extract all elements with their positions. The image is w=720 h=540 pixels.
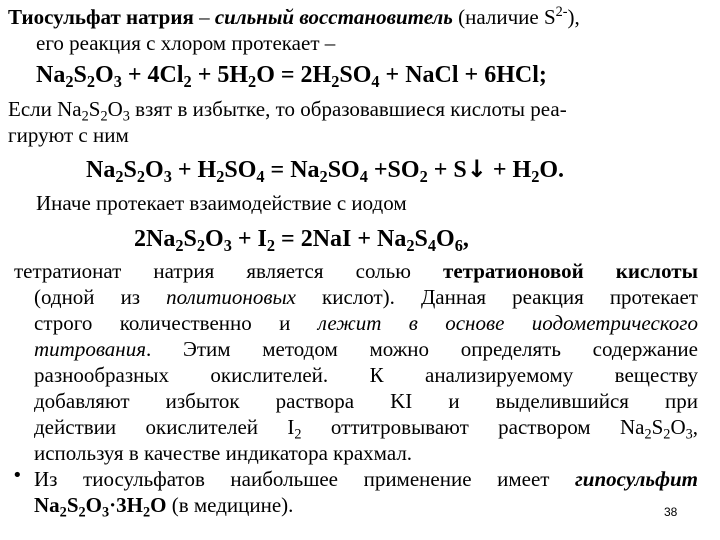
paragraph-line-3: строго количественно и лежит в основе иодометрического: [34, 311, 698, 335]
formula-pentahydrate: $Na_2S_2O_3\cdot 3H_2O$: [34, 493, 167, 521]
paragraph-line-8: используя в качестве индикатора крахмал.: [34, 441, 413, 465]
paragraph-line-5: разнообразных окислителей. К анализируемому веществу: [34, 363, 698, 387]
bullet-icon: •: [12, 465, 23, 486]
paragraph-line-6: добавляют избыток раствора KI и выделившийся при: [34, 389, 698, 413]
tetrathionic-acid-term: тетратионовой кислоты: [443, 259, 698, 283]
equation-acid: $Na_2S_2O_3 + H_2SO_4 = Na_2SO_4 +SO_2$ + S↓ + $H_2O$.: [86, 155, 565, 186]
page-number: 38: [664, 505, 678, 519]
bullet-line-2: $Na_2S_2O_3\cdot 3H_2O$ (в медицине).: [34, 493, 294, 521]
excess-line-2: гируют с ним: [8, 123, 129, 147]
paragraph-line-2: (одной из политионовых кислот). Данная реакция протекает: [34, 285, 698, 309]
iodine-intro: Иначе протекает взаимодействие с иодом: [36, 191, 407, 215]
excess-line: Если $Na_2S_2O_3$ взят в избытке, то образовавшиеся кислоты реа-: [8, 97, 567, 125]
paragraph-line-7: действии окислителей $I_2$ оттитровывают раствором $Na_2S_2O_3$,: [34, 415, 698, 443]
bullet-line-1: Из тиосульфатов наибольшее применение имеет гипосульфит: [34, 467, 698, 491]
precipitate-arrow-icon: ↓: [466, 155, 487, 183]
strong-reducer-phrase: сильный восстановитель: [214, 5, 453, 29]
paragraph-line-1: тетратионат натрия является солью тетратионовой кислоты: [14, 259, 698, 283]
term-sodium-thiosulfate: Тиосульфат натрия: [8, 5, 194, 29]
paragraph-line-4: титрования. Этим методом можно определять содержание: [34, 337, 698, 361]
equation-chlorine: $Na_2S_2O_3 + 4Cl_2 + 5H_2O = 2H_2SO_4$ + NaCl + 6HCl;: [36, 62, 547, 91]
hyposulfite-term: гипосульфит: [575, 467, 698, 491]
intro-line-2: его реакция с хлором протекает –: [36, 31, 336, 55]
equation-iodine: $2Na_2S_2O_3 + I_2 = 2NaI + Na_2S_4O_6$,: [134, 226, 469, 255]
intro-line-1: Тиосульфат натрия – сильный восстановитель (наличие $S^{2-}$),: [8, 4, 580, 29]
